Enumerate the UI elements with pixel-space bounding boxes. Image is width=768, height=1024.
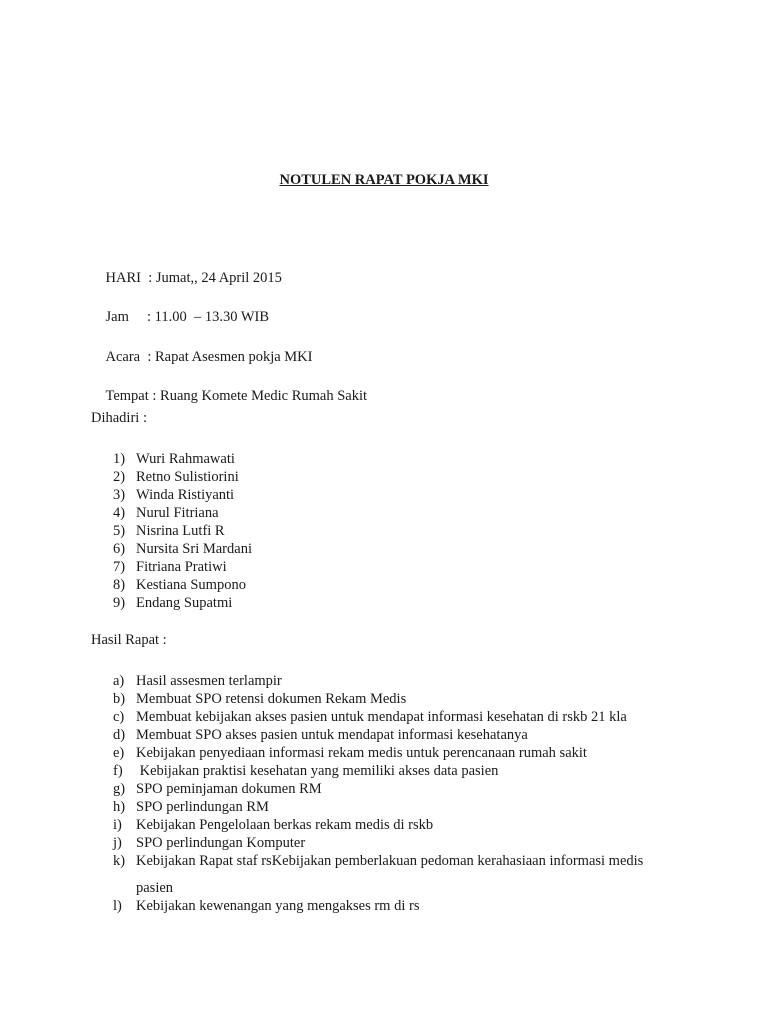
list-marker: 8) (113, 577, 126, 593)
list-item (113, 486, 252, 504)
list-text: Kebijakan praktisi kesehatan yang memiliki akses data pasien (136, 763, 499, 779)
results-label: Hasil Rapat : (91, 632, 167, 648)
list-marker: e) (113, 745, 125, 761)
attendees-label: Dihadiri : (91, 410, 147, 426)
meta-label: Jam (105, 309, 147, 325)
list-marker: c) (113, 709, 125, 725)
list-item (113, 816, 643, 834)
list-item (113, 504, 252, 522)
list-item (113, 708, 643, 726)
meta-label: Tempat (105, 388, 153, 404)
meta-value: : Rapat Asesmen pokja MKI (147, 349, 313, 365)
list-item (113, 798, 643, 816)
list-marker: g) (113, 781, 126, 797)
list-marker: 6) (113, 541, 126, 557)
list-item (113, 540, 252, 558)
list-marker: b) (113, 691, 126, 707)
list-marker: i) (113, 817, 122, 833)
list-marker: h) (113, 799, 126, 815)
list-text: Kebijakan kewenangan yang mengakses rm di rs (136, 898, 420, 914)
list-marker: 7) (113, 559, 126, 575)
list-marker: 9) (113, 595, 126, 611)
list-marker: k) (113, 853, 126, 869)
list-item (113, 852, 643, 897)
results-list (113, 672, 643, 915)
list-item (113, 780, 643, 798)
list-marker: 4) (113, 505, 126, 521)
list-item (113, 834, 643, 852)
list-item (113, 672, 643, 690)
list-marker: d) (113, 727, 126, 743)
list-text: Kebijakan Pengelolaan berkas rekam medis di rskb (136, 817, 434, 833)
list-text: Nisrina Lutfi R (136, 523, 225, 539)
list-item (113, 726, 643, 744)
list-item (113, 690, 643, 708)
list-marker: 1) (113, 451, 126, 467)
list-marker: 2) (113, 469, 126, 485)
list-text: Membuat kebijakan akses pasien untuk mendapat informasi kesehatan di rskb 21 kla (136, 709, 627, 725)
list-text: SPO peminjaman dokumen RM (136, 781, 322, 797)
list-marker: a) (113, 673, 125, 689)
list-marker: 5) (113, 523, 126, 539)
list-text-continuation: pasien (136, 880, 174, 896)
list-text: Winda Ristiyanti (136, 487, 235, 503)
list-text: Membuat SPO akses pasien untuk mendapat informasi kesehatanya (136, 727, 528, 743)
list-marker: j) (113, 835, 122, 851)
list-text: Nursita Sri Mardani (136, 541, 252, 557)
list-item (113, 594, 252, 612)
list-marker: l) (113, 898, 122, 914)
list-item (113, 762, 643, 780)
meta-label: Acara (105, 349, 148, 365)
list-text: Kebijakan Rapat staf rsKebijakan pemberlakuan pedoman kerahasiaan informasi medis (136, 853, 644, 869)
list-item (113, 576, 252, 594)
list-item (113, 897, 643, 915)
list-text: Fitriana Pratiwi (136, 559, 227, 575)
list-marker: f) (113, 763, 123, 779)
list-text: Kebijakan penyediaan informasi rekam medis untuk perencanaan rumah sakit (136, 745, 587, 761)
list-text: Endang Supatmi (136, 595, 233, 611)
meta-value: : Jumat,, 24 April 2015 (148, 270, 282, 286)
list-text: Hasil assesmen terlampir (136, 673, 282, 689)
document-title: NOTULEN RAPAT POKJA MKI (279, 172, 489, 188)
attendees-list (113, 450, 252, 612)
list-text: Wuri Rahmawati (136, 451, 235, 467)
list-item (113, 522, 252, 540)
list-marker: 3) (113, 487, 126, 503)
meta-value: : 11.00 – 13.30 WIB (146, 309, 270, 325)
list-item (113, 744, 643, 762)
list-text: Nurul Fitriana (136, 505, 219, 521)
list-text: SPO perlindungan Komputer (136, 835, 306, 851)
meta-label: HARI (105, 270, 149, 286)
list-text: Retno Sulistiorini (136, 469, 239, 485)
list-text: Kestiana Sumpono (136, 577, 246, 593)
list-text: Membuat SPO retensi dokumen Rekam Medis (136, 691, 407, 707)
list-item (113, 468, 252, 486)
meta-value: : Ruang Komete Medic Rumah Sakit (152, 388, 368, 404)
list-item (113, 450, 252, 468)
list-text: SPO perlindungan RM (136, 799, 269, 815)
list-item (113, 558, 252, 576)
